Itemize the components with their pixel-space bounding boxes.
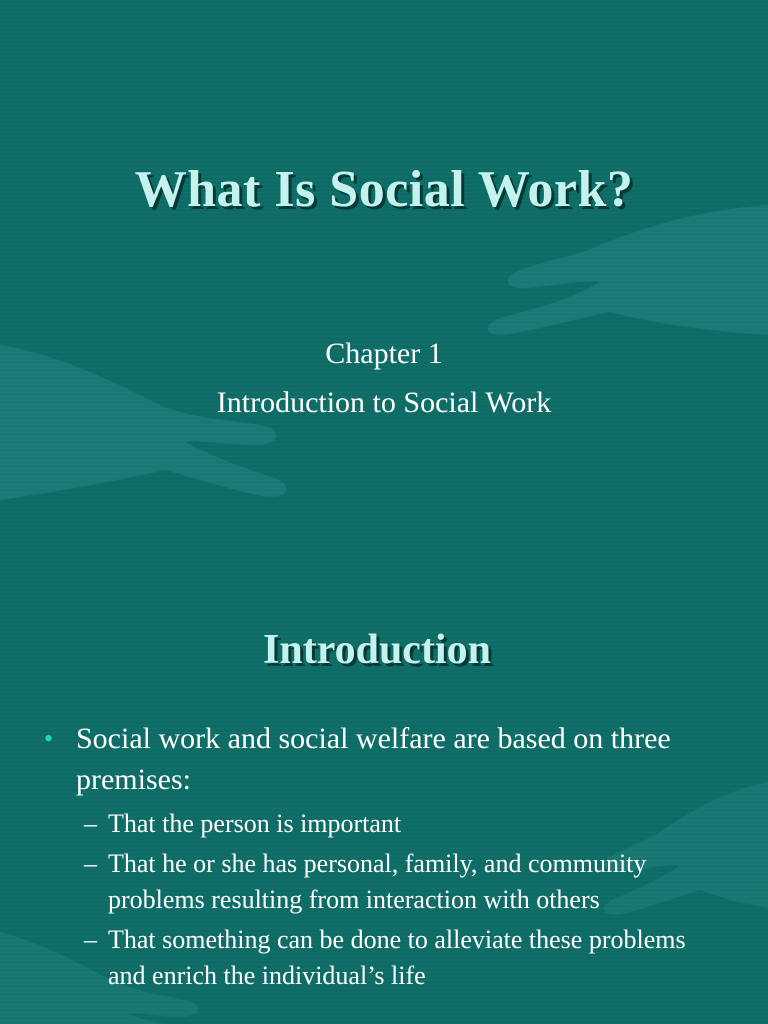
bullet-dot-icon: • xyxy=(44,724,54,753)
sub-bullet xyxy=(84,806,694,842)
slide-heading: Introduction xyxy=(263,627,491,673)
sub-bullet-text: That he or she has personal, family, and community problems resulting from interaction with others xyxy=(108,849,647,914)
slide-introduction xyxy=(0,512,768,1024)
sub-bullet xyxy=(84,846,694,918)
sub-bullet-list xyxy=(84,806,694,998)
dash-icon: – xyxy=(84,925,97,954)
bullet-main xyxy=(44,718,724,800)
dash-icon: – xyxy=(84,849,97,878)
sub-bullet-text: That something can be done to alleviate these problems and enrich the individual’s life xyxy=(108,925,686,990)
bullet-main-text: Social work and social welfare are based on three premises: xyxy=(76,722,671,796)
slide-title-text: What Is Social Work? xyxy=(134,161,634,218)
sub-bullet xyxy=(84,922,694,994)
dash-icon: – xyxy=(84,809,97,838)
chapter-subtitle: Introduction to Social Work xyxy=(216,386,552,419)
sub-bullet-text: That the person is important xyxy=(108,809,402,838)
chapter-label: Chapter 1 xyxy=(325,337,443,370)
